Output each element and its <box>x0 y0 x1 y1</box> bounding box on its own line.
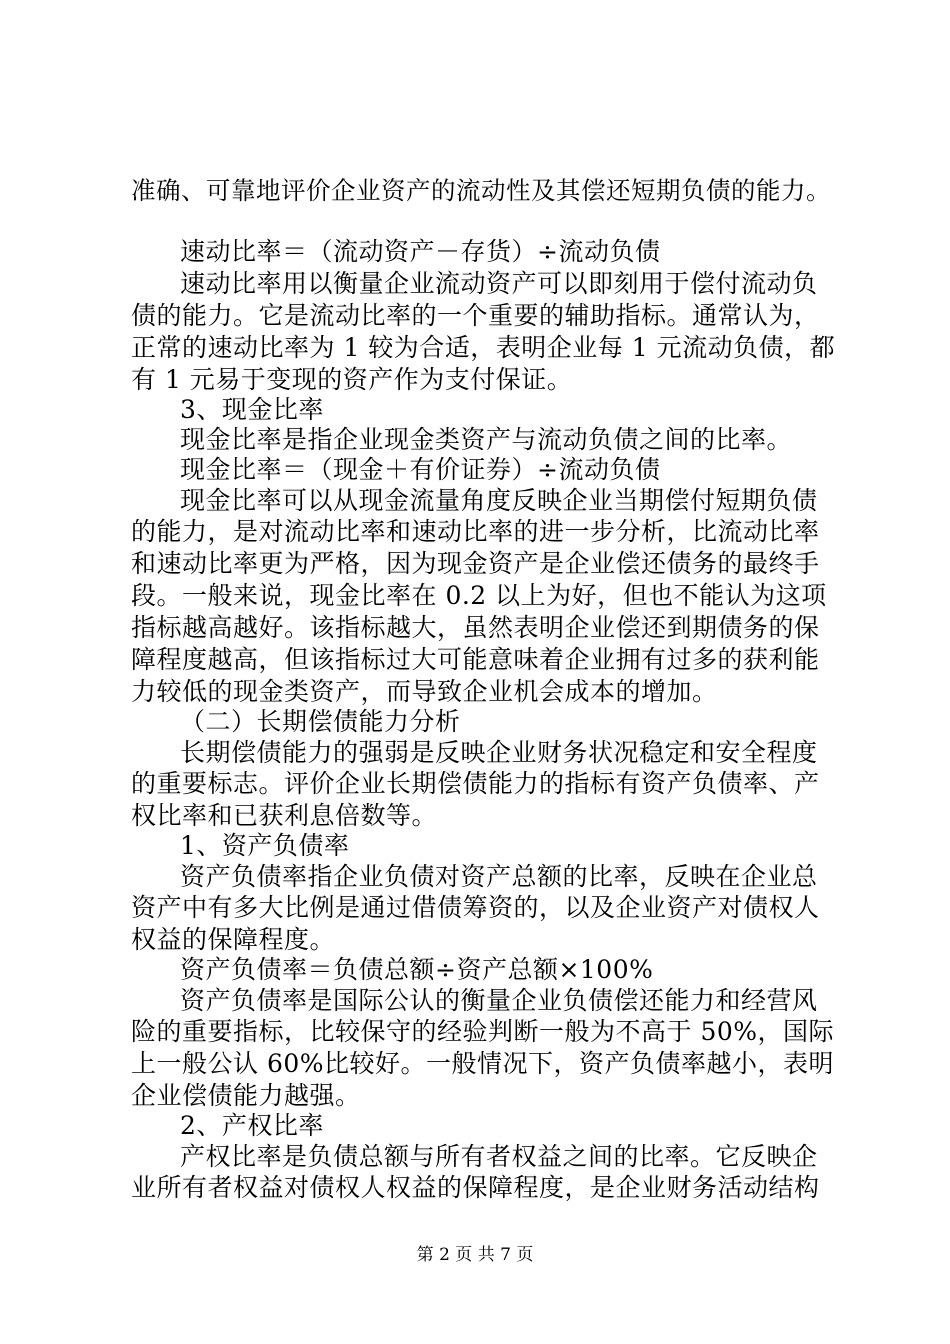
text-line: 现金比率可以从现金流量角度反映企业当期偿付短期负债 <box>180 486 818 515</box>
section-heading: 1、资产负债率 <box>180 831 350 860</box>
text-line: 长期偿债能力的强弱是反映企业财务状况稳定和安全程度 <box>180 738 818 767</box>
text-line: 速动比率用以衡量企业流动资产可以即刻用于偿付流动负 <box>180 269 818 298</box>
text-line: 权益的保障程度。 <box>131 925 336 954</box>
text-line: 产权比率是负债总额与所有者权益之间的比率。它反映企 <box>180 1142 818 1171</box>
formula-line: 资产负债率＝负债总额÷资产总额×100% <box>180 955 654 984</box>
text-line: 障程度越高，但该指标过大可能意味着企业拥有过多的获利能 <box>131 645 820 674</box>
text-line: 资产负债率是国际公认的衡量企业负债偿还能力和经营风 <box>180 986 818 1015</box>
formula-line: 现金比率＝（现金＋有价证券）÷流动负债 <box>180 455 661 484</box>
text-line: 业所有者权益对债权人权益的保障程度，是企业财务活动结构 <box>131 1173 820 1202</box>
section-heading: 3、现金比率 <box>180 395 324 424</box>
page-footer: 第 2 页 共 7 页 <box>416 1245 534 1265</box>
section-heading: （二）长期偿债能力分析 <box>180 707 461 736</box>
text-line: 债的能力。它是流动比率的一个重要的辅助指标。通常认为， <box>131 301 820 330</box>
text-line: 指标越高越好。该指标越大，虽然表明企业偿还到期债务的保 <box>131 613 820 642</box>
text-line: 段。一般来说，现金比率在 0.2 以上为好，但也不能认为这项 <box>131 581 827 610</box>
text-line: 准确、可靠地评价企业资产的流动性及其偿还短期负债的能力。 <box>131 176 831 205</box>
text-line: 资产中有多大比例是通过借债筹资的，以及企业资产对债权人 <box>131 893 820 922</box>
text-line: 企业偿债能力越强。 <box>131 1081 361 1110</box>
text-line: 的能力，是对流动比率和速动比率的进一步分析，比流动比率 <box>131 517 820 546</box>
text-line: 的重要标志。评价企业长期偿债能力的指标有资产负债率、产 <box>131 769 820 798</box>
formula-line: 速动比率＝（流动资产－存货）÷流动负债 <box>180 237 661 266</box>
text-line: 正常的速动比率为 1 较为合适，表明企业每 1 元流动负债，都 <box>131 333 836 362</box>
text-line: 资产负债率指企业负债对资产总额的比率，反映在企业总 <box>180 862 818 891</box>
section-heading: 2、产权比率 <box>180 1111 324 1140</box>
text-line: 和速动比率更为严格，因为现金资产是企业偿还债务的最终手 <box>131 549 820 578</box>
text-line: 险的重要指标，比较保守的经验判断一般为不高于 50%，国际 <box>131 1017 835 1046</box>
text-line: 有 1 元易于变现的资产作为支付保证。 <box>131 365 573 394</box>
text-line: 上一般公认 60%比较好。一般情况下，资产负债率越小，表明 <box>131 1049 835 1078</box>
text-line: 力较低的现金类资产，而导致企业机会成本的增加。 <box>131 677 718 706</box>
text-line: 权比率和已获利息倍数等。 <box>131 801 438 830</box>
text-line: 现金比率是指企业现金类资产与流动负债之间的比率。 <box>180 425 793 454</box>
